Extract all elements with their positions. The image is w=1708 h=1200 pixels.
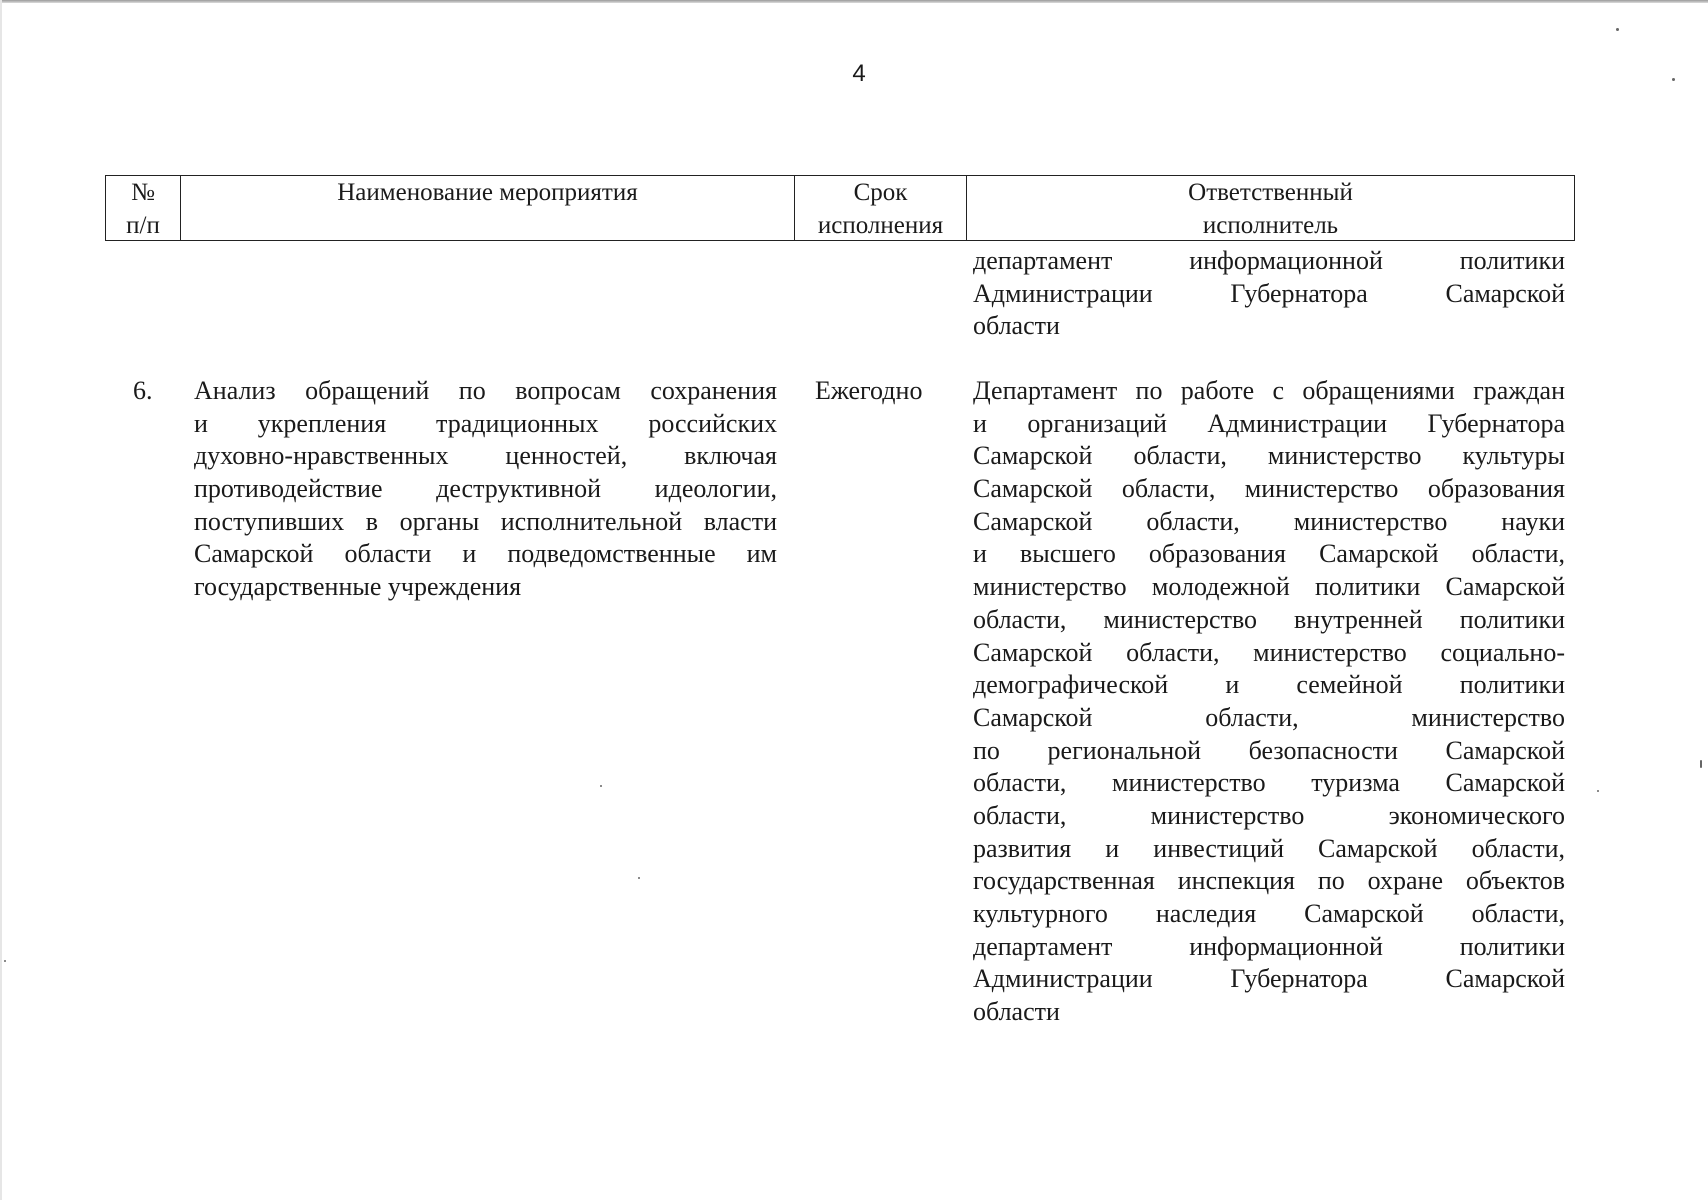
responsible-line: и высшего образования Самарской области, — [973, 539, 1565, 569]
responsible-line: департамент информационной политики — [973, 931, 1565, 961]
activity-line: поступивших в органы исполнительной власти — [194, 506, 777, 536]
responsible-line: области — [973, 997, 1060, 1027]
continued-line: области — [973, 311, 1060, 341]
header-term-line-2: исполнения — [817, 212, 944, 239]
header-number-line-1: № — [131, 179, 155, 206]
scan-speck — [1672, 78, 1675, 81]
row-number: 6. — [133, 376, 153, 405]
scan-speck — [4, 960, 6, 962]
responsible-line: области, министерство экономического — [973, 800, 1565, 830]
responsible-line: Самарской области, министерство образования — [973, 474, 1565, 504]
responsible-line: развития и инвестиций Самарской области, — [973, 833, 1565, 863]
scan-speck — [1597, 790, 1599, 792]
header-responsible-line-2: исполнитель — [1202, 212, 1339, 239]
responsible-line: Самарской области, министерство — [973, 702, 1565, 732]
activity-line: Анализ обращений по вопросам сохранения — [194, 376, 777, 405]
scan-left-edge — [0, 0, 2, 1200]
page-number: 4 — [852, 60, 866, 87]
table-header — [105, 175, 1575, 241]
responsible-line: демографической и семейной политики — [973, 670, 1565, 700]
header-term-line-1: Срок — [853, 179, 908, 206]
activity-line: государственные учреждения — [194, 572, 522, 602]
row-term: Ежегодно — [815, 376, 923, 405]
responsible-line: Самарской области, министерство культуры — [973, 441, 1565, 471]
continued-responsible-text — [973, 245, 1565, 343]
responsible-line: Администрации Губернатора Самарской — [973, 964, 1565, 994]
row-activity-name — [194, 375, 777, 604]
activity-line: противодействие деструктивной идеологии, — [194, 474, 777, 504]
activity-line: Самарской области и подведомственные им — [194, 539, 777, 569]
responsible-line: по региональной безопасности Самарской — [973, 735, 1565, 765]
row-responsible — [973, 375, 1565, 1029]
scan-speck — [1616, 28, 1619, 31]
responsible-line: культурного наследия Самарской области, — [973, 899, 1565, 928]
header-term-cell — [795, 176, 967, 240]
responsible-line: министерство молодежной политики Самарской — [973, 572, 1565, 602]
scan-speck — [1700, 760, 1702, 768]
continued-line: департамент информационной политики — [973, 246, 1565, 275]
responsible-line: Департамент по работе с обращениями граждан — [973, 376, 1565, 405]
activity-line: духовно-нравственных ценностей, включая — [194, 441, 777, 471]
header-number-line-2: п/п — [126, 212, 160, 239]
responsible-line: и организаций Администрации Губернатора — [973, 408, 1565, 438]
responsible-line: области, министерство внутренней политики — [973, 604, 1565, 634]
responsible-line: области, министерство туризма Самарской — [973, 768, 1565, 798]
header-responsible-line-1: Ответственный — [1188, 179, 1353, 206]
header-name-line-1: Наименование мероприятия — [337, 179, 638, 206]
header-name-cell — [181, 176, 795, 240]
continued-line: Администрации Губернатора Самарской — [973, 278, 1565, 308]
header-responsible-cell — [967, 176, 1574, 240]
activity-line: и укрепления традиционных российских — [194, 408, 777, 438]
header-number-cell — [106, 176, 181, 240]
scan-speck — [600, 785, 602, 787]
responsible-line: государственная инспекция по охране объектов — [973, 866, 1565, 896]
responsible-line: Самарской области, министерство социально- — [973, 637, 1565, 667]
scan-speck — [638, 877, 640, 879]
responsible-line: Самарской области, министерство науки — [973, 506, 1565, 536]
scan-top-edge — [0, 0, 1708, 3]
